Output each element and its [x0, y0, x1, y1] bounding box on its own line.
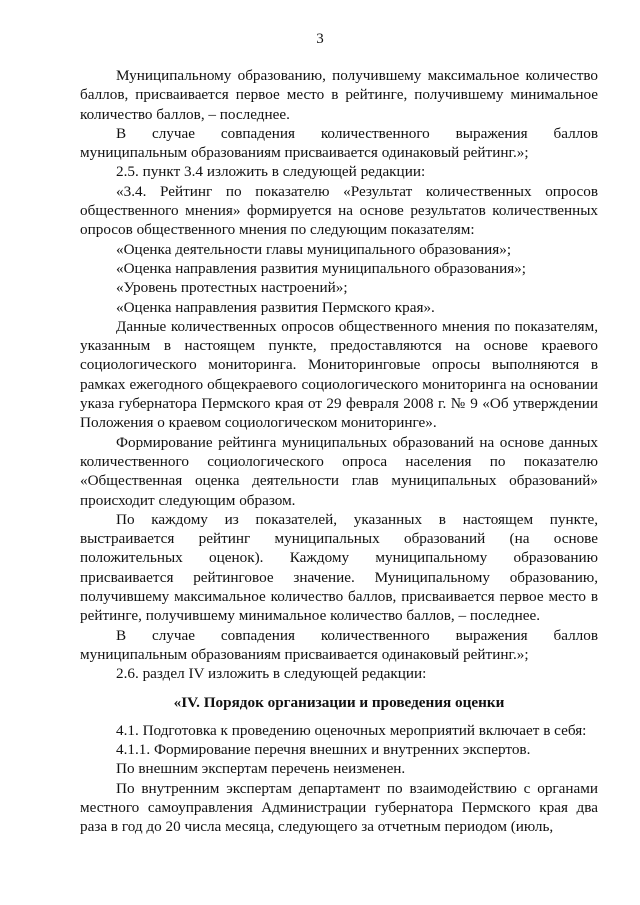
paragraph: В случае совпадения количественного выражения баллов муниципальным образованиям присваивается одинаковый рейтинг.»; — [80, 124, 598, 162]
paragraph: В случае совпадения количественного выражения баллов муниципальным образованиям присваивается одинаковый рейтинг.»; — [80, 626, 598, 663]
paragraph: Формирование рейтинга муниципальных образований на основе данных количественного социологического опроса населения по показателю «Общественная оценка деятельности глав муниципальных образований» происходит следующим образом. — [80, 433, 598, 509]
document-body — [80, 66, 598, 837]
paragraph: По каждому из показателей, указанных в настоящем пункте, выстраивается рейтинг муниципальных образований (на основе положительных оценок). Каждому муниципальному образованию присваивается рейтинговое значение. Муниципальному образованию, получившему максимальное количество баллов, присваивается первое место в рейтинге, получившему минимальное количество баллов, – последнее. — [80, 510, 598, 625]
paragraph: По внешним экспертам перечень неизменен. — [116, 760, 406, 778]
paragraph: 2.5. пункт 3.4 изложить в следующей редакции: — [116, 163, 426, 181]
paragraph: «Оценка направления развития Пермского края». — [116, 298, 435, 316]
paragraph: «Оценка направления развития муниципального образования»; — [116, 259, 526, 277]
paragraph: Данные количественных опросов общественного мнения по показателям, указанным в настоящем пункте, предоставляются на основе краевого социологического мониторинга. Мониторинговые опросы выполняются в рамках ежегодного общекраевого социологического мониторинга на основании указа губернатора Пермского края от 29 февраля 2008 г. № 9 «Об утверждении Положения о краевом социологическом мониторинге». — [80, 317, 598, 432]
paragraph: 4.1. Подготовка к проведению оценочных мероприятий включает в себя: — [116, 721, 587, 739]
paragraph: «3.4. Рейтинг по показателю «Результат количественных опросов общественного мнения» формируется на основе результатов количественных опросов общественного мнения по следующим показателям: — [80, 182, 598, 239]
paragraph: По внутренним экспертам департамент по взаимодействию с органами местного самоуправления Администрации губернатора Пермского края два раза в год до 20 числа месяца, следующего за отчетным периодом (июль, — [80, 779, 598, 836]
section-heading: «IV. Порядок организации и проведения оценки — [173, 693, 505, 711]
page-number: 3 — [316, 31, 324, 47]
paragraph: 4.1.1. Формирование перечня внешних и внутренних экспертов. — [116, 741, 531, 759]
paragraph: «Уровень протестных настроений»; — [116, 279, 348, 297]
paragraph: «Оценка деятельности главы муниципального образования»; — [116, 240, 512, 258]
paragraph: 2.6. раздел IV изложить в следующей редакции: — [116, 665, 427, 683]
paragraph: Муниципальному образованию, получившему максимальное количество баллов, присваивается первое место в рейтинге, получившему минимальное количество баллов, – последнее. — [80, 67, 598, 123]
